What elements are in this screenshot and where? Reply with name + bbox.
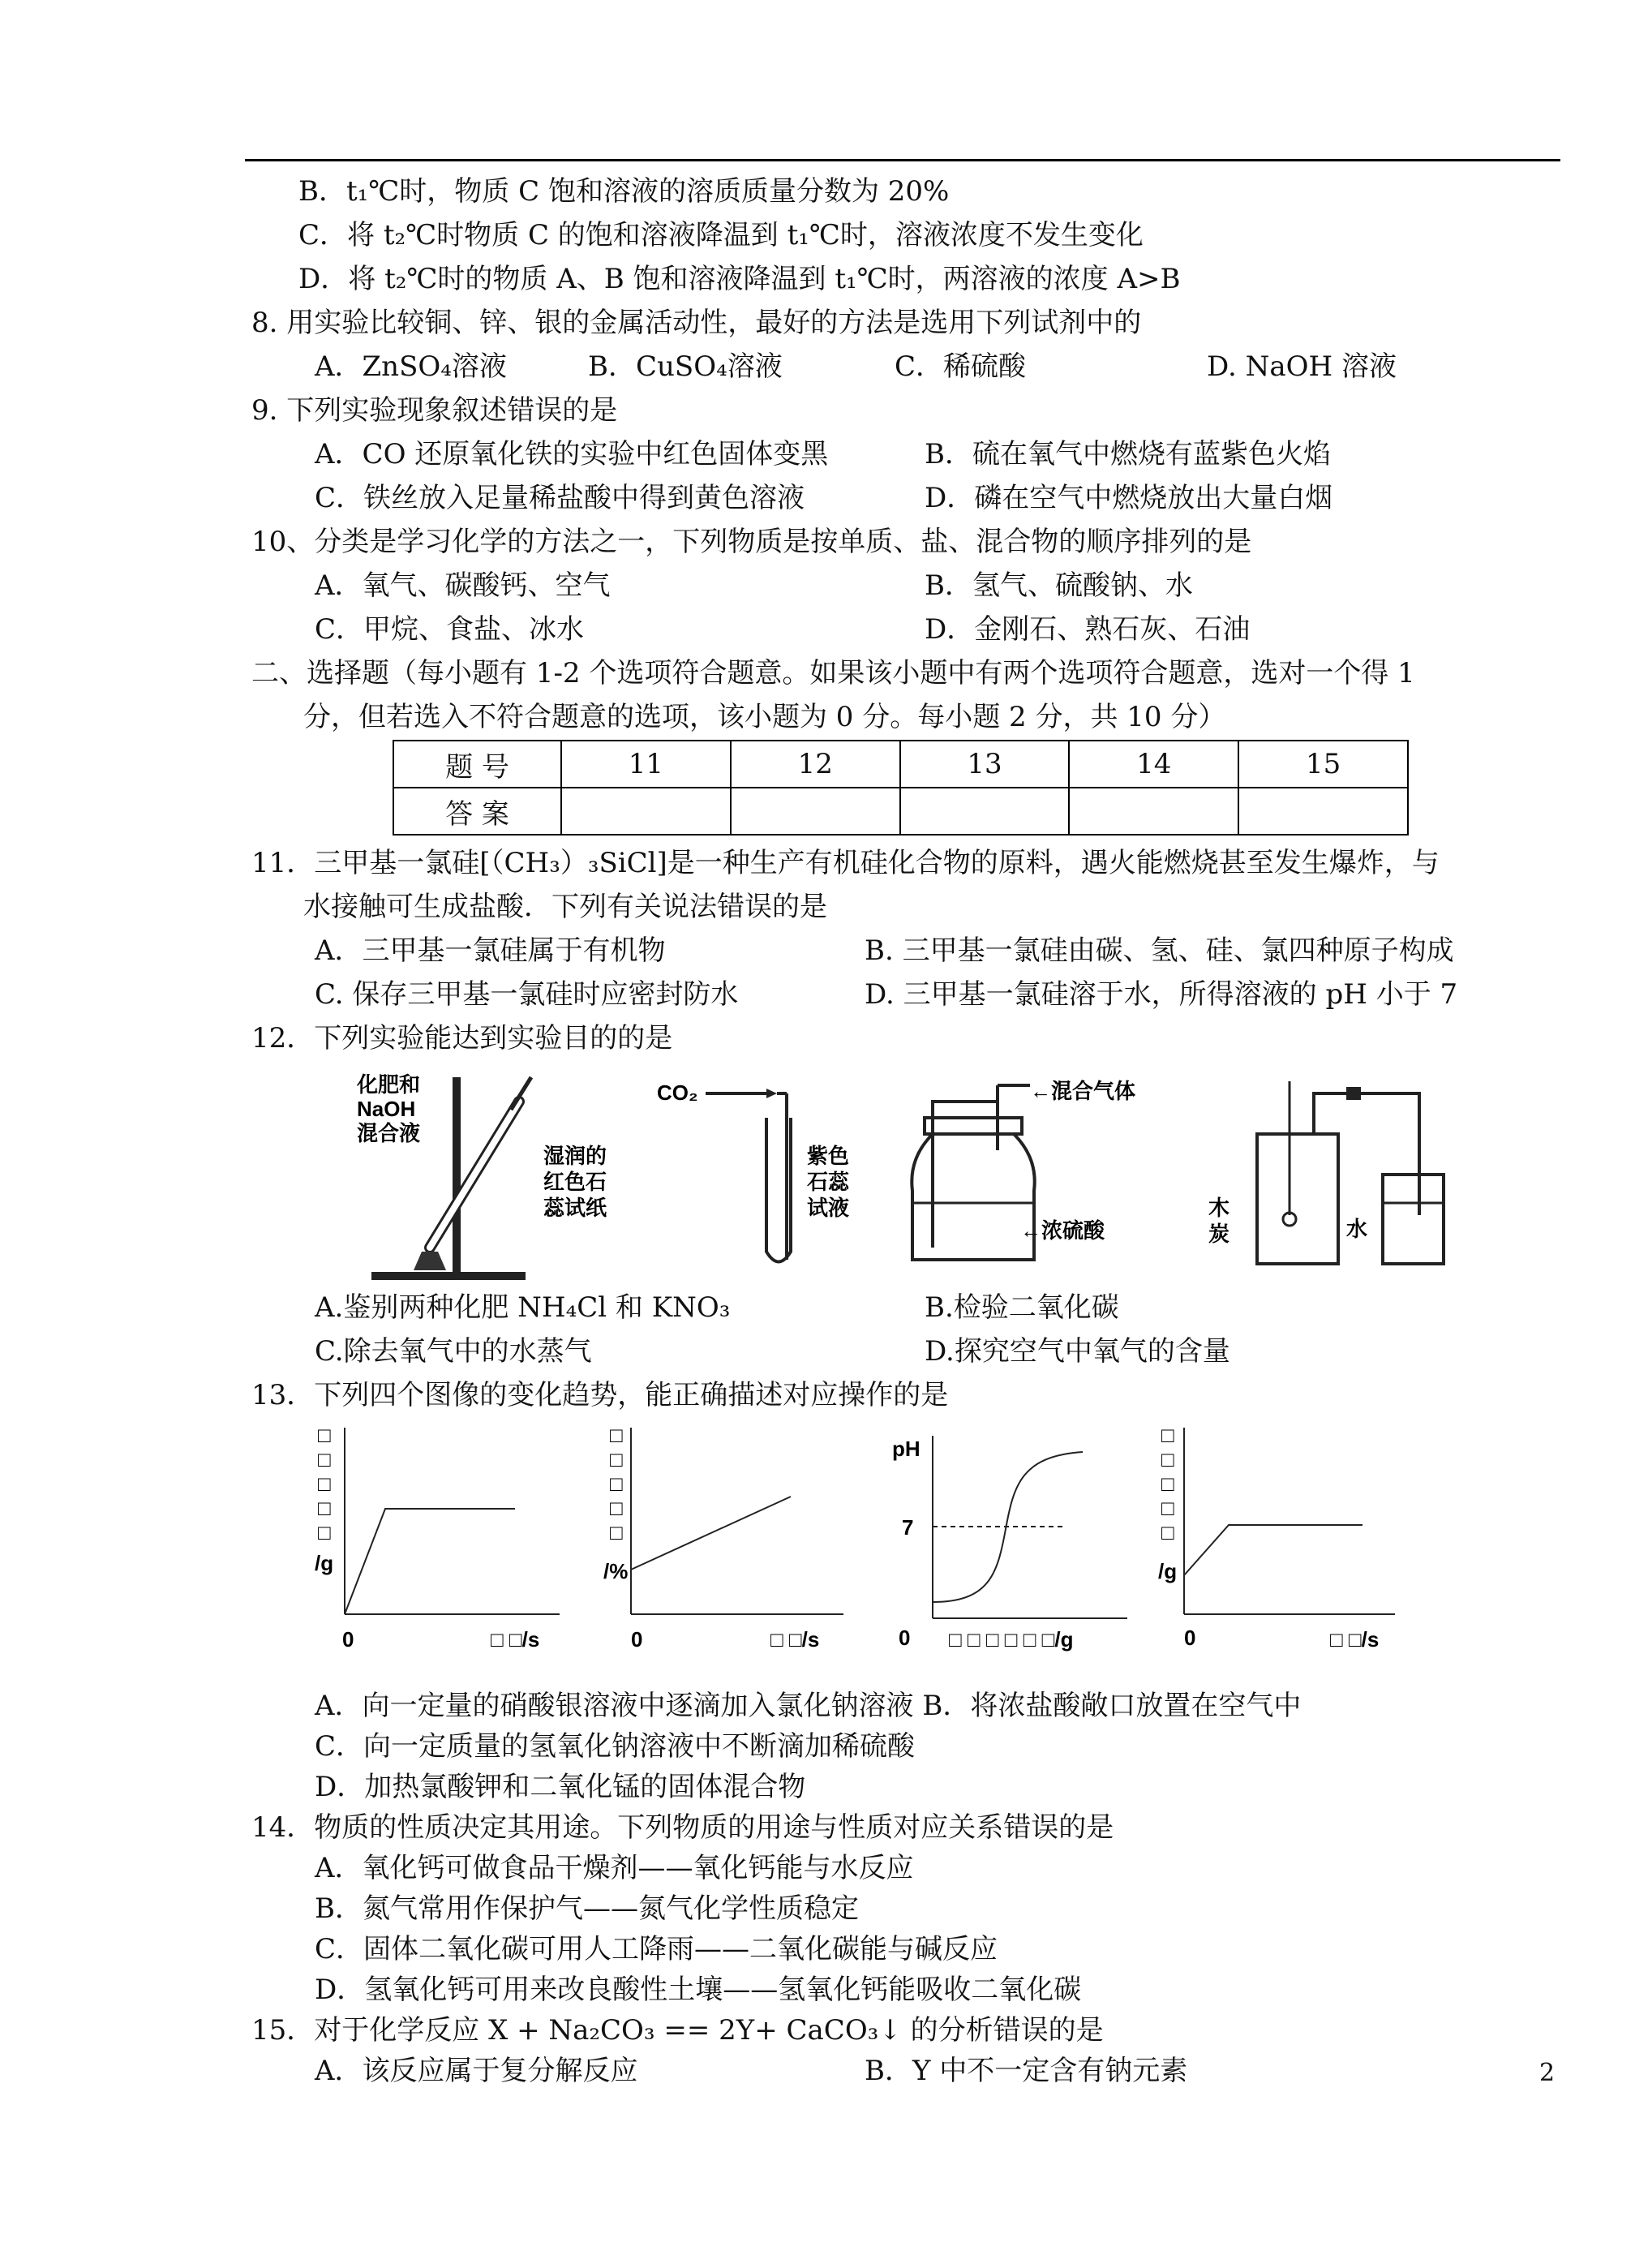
answer-cell[interactable]	[1238, 788, 1408, 835]
q10-option-b: B．氢气、硫酸钠、水	[925, 569, 1193, 602]
g4-unit: /g	[1158, 1559, 1178, 1583]
q8-option-d: D. NaOH 溶液	[1207, 350, 1397, 383]
answer-cell[interactable]	[561, 788, 731, 835]
q12-stem: 12．下列实验能达到实验目的的是	[251, 1022, 673, 1055]
fig1-paper-3: 蕊试纸	[543, 1196, 607, 1220]
answer-table-number-row	[393, 741, 1408, 788]
q13-option-d: D．加热氯酸钾和二氧化锰的固体混合物	[315, 1771, 806, 1803]
fig3-gas-label: ←混合气体	[1030, 1079, 1136, 1103]
g1-curve	[345, 1509, 515, 1614]
q9-option-d: D．磷在空气中燃烧放出大量白烟	[925, 482, 1333, 514]
q8-option-b: B．CuSO₄溶液	[588, 350, 783, 383]
g2-xlabel: □ □/s	[770, 1627, 820, 1652]
q9-stem: 9. 下列实验现象叙述错误的是	[251, 394, 618, 427]
q12-option-c: C.除去氧气中的水蒸气	[315, 1335, 592, 1368]
q11-option-c: C. 保存三甲基一氯硅时应密封防水	[315, 978, 739, 1011]
q14-option-d: D．氢氧化钙可用来改良酸性土壤——氢氧化钙能吸收二氧化碳	[315, 1974, 1082, 2006]
g1-unit: /g	[315, 1551, 334, 1575]
g1-ylabel-box: □	[318, 1496, 331, 1520]
q13-option-a-b: A．向一定量的硝酸银溶液中逐滴加入氯化钠溶液 B．将浓盐酸敞口放置在空气中	[315, 1690, 1302, 1722]
fig3-acid-label: ←浓硫酸	[1020, 1218, 1105, 1243]
fig-co2-litmus-test	[657, 1069, 876, 1288]
q10-option-d: D．金刚石、熟石灰、石油	[925, 613, 1251, 646]
connecting-tube	[1314, 1093, 1419, 1215]
g2-ylabel-box: □	[610, 1471, 623, 1496]
question-number-cell: 14	[1069, 741, 1238, 788]
g1-ylabel-box: □	[318, 1471, 331, 1496]
page-number: 2	[1539, 2059, 1556, 2087]
g4-xlabel: □ □/s	[1330, 1627, 1380, 1652]
fig2-label-2: 石蕊	[807, 1170, 850, 1194]
g2-ylabel-box: □	[610, 1423, 623, 1447]
q8-option-c: C．稀硫酸	[895, 350, 1027, 383]
g2-ylabel-box: □	[610, 1520, 623, 1544]
answer-cell[interactable]	[731, 788, 900, 835]
q12-option-d: D.探究空气中氧气的含量	[925, 1335, 1230, 1368]
g4-ylabel-box: □	[1161, 1423, 1174, 1447]
q15-option-a: A．该反应属于复分解反应	[315, 2055, 638, 2087]
fig1-paper-2: 红色石	[543, 1170, 607, 1194]
answer-table-header: 题 号	[393, 741, 561, 788]
q14-stem: 14．物质的性质决定其用途。下列物质的用途与性质对应关系错误的是	[251, 1811, 1114, 1844]
fig4-label-1: 木	[1208, 1196, 1230, 1220]
header-rule	[245, 159, 1560, 161]
question-number-cell: 12	[731, 741, 900, 788]
q7-option-d: D．将 t₂℃时的物质 A、B 饱和溶液降温到 t₁℃时，两溶液的浓度 A>B	[298, 263, 1181, 295]
fig-gas-drying-bottle	[900, 1069, 1168, 1288]
q13-stem: 13．下列四个图像的变化趋势，能正确描述对应操作的是	[251, 1379, 949, 1411]
g4-ylabel-box: □	[1161, 1496, 1174, 1520]
fig1-paper-1: 湿润的	[543, 1144, 607, 1168]
q11-option-a: A．三甲基一氯硅属于有机物	[315, 934, 666, 967]
alcohol-lamp	[414, 1252, 446, 1270]
beaker	[1383, 1175, 1444, 1264]
fig2-co2-label: CO₂	[657, 1080, 698, 1105]
bottle	[912, 1134, 1034, 1260]
g1-origin: 0	[342, 1627, 354, 1652]
g4-origin: 0	[1184, 1626, 1196, 1650]
fig1-label-top: 化肥和	[357, 1072, 421, 1097]
g2-ylabel-box: □	[610, 1496, 623, 1520]
q15-option-b: B．Y 中不一定含有钠元素	[865, 2055, 1188, 2087]
g1-ylabel-box: □	[318, 1520, 331, 1544]
q10-option-a: A．氧气、碳酸钙、空气	[315, 569, 611, 602]
g4-ylabel-box: □	[1161, 1471, 1174, 1496]
answer-table-answer-row	[393, 788, 1408, 835]
q9-option-b: B．硫在氧气中燃烧有蓝紫色火焰	[925, 438, 1331, 470]
g4-ylabel-box: □	[1161, 1520, 1174, 1544]
g4-curve	[1184, 1525, 1362, 1575]
fig1-label-bot: 混合液	[357, 1121, 421, 1145]
g4-ylabel-box: □	[1161, 1447, 1174, 1471]
stand-rod	[453, 1077, 461, 1274]
q15-stem: 15．对于化学反应 X + Na₂CO₃ == 2Y+ CaCO₃↓ 的分析错误的是	[251, 2014, 1104, 2047]
q9-option-a: A．CO 还原氧化铁的实验中红色固体变黑	[315, 438, 829, 470]
fig2-label-1: 紫色	[807, 1144, 850, 1168]
q10-option-c: C．甲烷、食盐、冰水	[315, 613, 585, 646]
g2-origin: 0	[631, 1627, 643, 1652]
q14-option-c: C．固体二氧化碳可用人工降雨——二氧化碳能与碱反应	[315, 1933, 998, 1965]
q11-option-d: D. 三甲基一氯硅溶于水，所得溶液的 pH 小于 7	[865, 978, 1458, 1011]
fig4-water-label: 水	[1346, 1217, 1368, 1241]
fig4-label-2: 炭	[1208, 1222, 1230, 1246]
g2-ylabel-box: □	[610, 1447, 623, 1471]
q8-stem: 8. 用实验比较铜、锌、银的金属活动性，最好的方法是选用下列试剂中的	[251, 307, 1142, 339]
q10-stem: 10、分类是学习化学的方法之一，下列物质是按单质、盐、混合物的顺序排列的是	[251, 526, 1252, 558]
section2-instructions-line1: 二、选择题（每小题有 1-2 个选项符合题意。如果该小题中有两个选项符合题意，选对一个得 1	[251, 657, 1415, 689]
q9-option-c: C．铁丝放入足量稀盐酸中得到黄色溶液	[315, 482, 805, 514]
fig-ammonia-test-apparatus	[357, 1069, 633, 1288]
answer-cell[interactable]	[1069, 788, 1238, 835]
bottle-stopper	[925, 1118, 1022, 1134]
g3-ph7-label: 7	[902, 1515, 914, 1540]
q8-option-a: A．ZnSO₄溶液	[315, 350, 507, 383]
question-number-cell: 15	[1238, 741, 1408, 788]
q12-option-b: B.检验二氧化碳	[925, 1291, 1119, 1324]
question-number-cell: 11	[561, 741, 731, 788]
answer-cell[interactable]	[900, 788, 1070, 835]
graph-2	[600, 1420, 868, 1663]
q13-option-c: C．向一定质量的氢氧化钠溶液中不断滴加稀硫酸	[315, 1730, 916, 1763]
fig1-label-mid: NaOH	[357, 1097, 416, 1121]
g2-curve	[631, 1497, 791, 1570]
answer-table	[393, 740, 1409, 835]
g3-ylabel: pH	[892, 1437, 920, 1461]
q11-stem-line1: 11．三甲基一氯硅[（CH₃）₃SiCl]是一种生产有机硅化合物的原料，遇火能燃烧甚至发生爆炸，与	[251, 847, 1440, 879]
answer-row-header: 答 案	[393, 788, 561, 835]
graph-1	[308, 1420, 576, 1663]
section2-instructions-line2: 分，但若选入不符合题意的选项，该小题为 0 分。每小题 2 分，共 10 分）	[303, 701, 1226, 733]
g1-ylabel-box: □	[318, 1423, 331, 1447]
q12-option-a: A.鉴别两种化肥 NH₄Cl 和 KNO₃	[315, 1291, 731, 1324]
gas-bottle	[1257, 1134, 1338, 1264]
q11-stem-line2: 水接触可生成盐酸．下列有关说法错误的是	[303, 891, 827, 923]
q14-option-b: B．氮气常用作保护气——氮气化学性质稳定	[315, 1892, 859, 1925]
g1-xlabel: □ □/s	[491, 1627, 540, 1652]
graph-4	[1152, 1420, 1419, 1663]
q7-option-c: C．将 t₂℃时物质 C 的饱和溶液降温到 t₁℃时，溶液浓度不发生变化	[298, 219, 1144, 251]
fig2-label-3: 试液	[807, 1196, 850, 1220]
g3-xlabel: □ □ □ □ □ □/g	[949, 1627, 1074, 1652]
g2-unit: /%	[603, 1559, 629, 1583]
graph-3-ph	[884, 1420, 1144, 1663]
fig-oxygen-content-apparatus	[1200, 1069, 1460, 1288]
stand-base	[371, 1272, 526, 1280]
q11-option-b: B. 三甲基一氯硅由碳、氢、硅、氯四种原子构成	[865, 934, 1454, 967]
q7-option-b: B．t₁℃时，物质 C 饱和溶液的溶质质量分数为 20%	[298, 175, 950, 208]
g1-ylabel-box: □	[318, 1447, 331, 1471]
q14-option-a: A．氧化钙可做食品干燥剂——氧化钙能与水反应	[315, 1852, 914, 1884]
question-number-cell: 13	[900, 741, 1070, 788]
g3-origin: 0	[899, 1626, 911, 1650]
